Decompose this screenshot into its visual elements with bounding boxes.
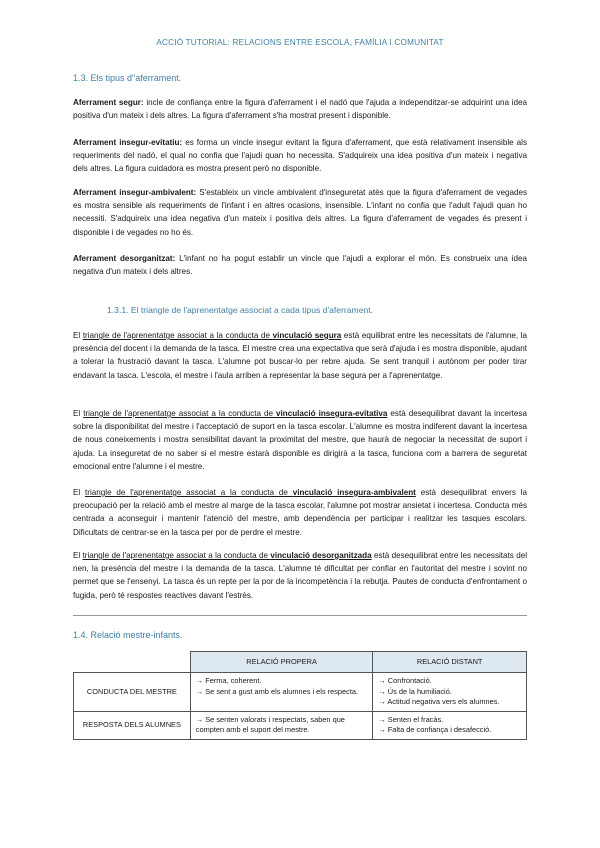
table-row — [74, 673, 527, 712]
table-header-row — [74, 652, 527, 673]
definition: es forma un vincle insegur evitant la figura d'aferrament, que està relativament insensible als requeriments del nadó, el qual no confia que l'ajudi quan ho necessita. S'adquireix una idea positiva d'un mateix i negativa dels altres. La figura cuidadora es mostra present però no disponible. — [73, 138, 528, 174]
triangle-ambivalent-paragraph — [73, 486, 527, 539]
aferrament-desorganitzat-paragraph — [73, 252, 527, 278]
triangle-segura-paragraph — [73, 329, 527, 382]
page-header: ACCIÓ TUTORIAL: RELACIONS ENTRE ESCOLA, FAMÍLIA I COMUNITAT — [156, 38, 444, 47]
key-term: vinculació insegura-evitativa — [276, 409, 388, 418]
underlined-text: triangle de l'aprenentatge associat a la conducta de — [83, 409, 277, 418]
cell-line: → Se senten valorats i respectats, saben que compten amb el suport del mestre. — [195, 714, 345, 734]
table-cell — [373, 711, 527, 739]
table-row — [74, 711, 527, 739]
key-term: vinculació insegura-ambivalent — [292, 488, 416, 497]
cell-line: → Ús de la humiliació. — [378, 686, 452, 696]
lead: El — [73, 551, 83, 560]
aferrament-segur-paragraph — [73, 96, 527, 122]
section-title-1-4: 1.4. Relació mestre-infants. — [73, 630, 183, 640]
table-cell — [190, 711, 373, 739]
triangle-desorganitzada-paragraph — [73, 549, 527, 602]
body: està equilibrat entre les necessitats de l'alumne, la presència del docent i la demanda de la tasca. El mestre crea una expectativa que serà d'ajuda i es mostra disponible, ajudant a tolerar la frustració davant la tasca. L'alumne pot buscar-lo per rebre ajuda. Se sent tranquil i autònom per poder tirar endavant la tasca. L'escola, el mestre i l'aula arriben a representar la base segura per a l'aprenentatge. — [73, 331, 528, 380]
row-header: CONDUCTA DEL MESTRE — [74, 673, 191, 712]
column-header: RELACIÓ DISTANT — [373, 652, 527, 673]
definition: incle de confiança entre la figura d'aferrament i el nadó que l'ajuda a independitzar-se adquirint una idea positiva d'un mateix i dels altres. La figura d'aferrament s'ha mostrat present i disponible. — [73, 98, 527, 121]
cell-line: → Senten el fracàs. — [378, 714, 444, 724]
body: està desequilibrat davant la incertesa sobre la disponibilitat del mestre i l'acceptació de suport en la tasca escolar. L'alumne es mostra indiferent davant la incertesa de nous coneixements i mostra sensibilitat davant la proximitat del mestre, que haurà de negociar la necessitat de suport i ajuda. La inseguretat de no saber si el mestre estarà disponible es dirigirà a la tasca, funciona com a barrera de seguretat emocional entre l'alumne i el mestre. — [73, 409, 527, 471]
key-term: vinculació desorganitzada — [270, 551, 372, 560]
row-header: RESPOSTA DELS ALUMNES — [74, 711, 191, 739]
cell-line: → Falta de confiança i desafecció. — [378, 725, 492, 734]
table-corner-cell — [74, 652, 191, 673]
lead: El — [73, 488, 86, 497]
table-cell — [373, 673, 527, 712]
section-title-1-3: 1.3. Els tipus d"aferrament. — [73, 73, 182, 83]
section-title-1-3-1: 1.3.1. El triangle de l'aprenentatge associat a cada tipus d'aferrament. — [107, 305, 374, 315]
body: està desequilibrat envers la preocupació per la relació amb el mestre al marge de la tasca escolar, l'alumne pot mostrar ansietat i incertesa. Conducta més centrada a aconseguir i mantenir l'atenció del mestre, amb dependència per participar i realitzar les tasques escolars. Dificultats de centrar-se en la tasca per por de perdre el mestre. — [73, 488, 528, 537]
term: Aferrament desorganitzat: — [73, 254, 176, 263]
relacio-table — [73, 651, 527, 740]
underlined-text: triangle de l'aprenentatge associat a la conducta de — [82, 331, 273, 340]
term: Aferrament insegur-evitatiu: — [73, 138, 183, 147]
definition: L'infant no ha pogut establir un vincle que l'ajudi a explorar el món. Es construeix una idea negativa d'un mateix i dels altres. — [73, 254, 527, 277]
cell-line: → Se sent a gust amb els alumnes i els respecta. — [195, 686, 359, 696]
cell-line: → Actitud negativa vers els alumnes. — [378, 697, 500, 706]
cell-line: → Confrontació. — [378, 676, 432, 685]
table-cell — [190, 673, 373, 712]
lead: El — [73, 331, 83, 340]
term: Aferrament segur: — [73, 98, 144, 107]
section-divider — [73, 615, 527, 616]
body: està desequilibrat entre les necessitats del nen, la presència del mestre i la demanda de la tasca. L'alumne té dificultat per confiar en l'autoritat del mestre i sovint no permet que se l'ensenyi. La tasca és un repte per la por de la incompetència i la rebutja. Pautes de conducta d'enfrontament o fugida, però té respostes reactives davant l'estrès. — [73, 551, 528, 600]
key-term: vinculació segura — [272, 331, 342, 340]
aferrament-ambivalent-paragraph — [73, 186, 527, 239]
triangle-evitativa-paragraph — [73, 407, 527, 473]
definition: S'estableix un vincle ambivalent d'inseguretat atès que la figura d'aferrament de vegades es mostra sensible als requeriments de l'infant i en altres ocasions, insensible. L'infant no confia que l'adult l'ajudi quan ho necessiti. S'adquireix una idea negativa d'un mateix i positiva dels altres. La figura d'aferrament de vegades és present i disponible i de vegades no ho és. — [73, 188, 528, 237]
underlined-text: triangle de l'aprenentatge associat a la conducta de — [85, 488, 293, 497]
aferrament-evitatiu-paragraph — [73, 136, 527, 176]
underlined-text: triangle de l'aprenentatge associat a la conducta de — [82, 551, 271, 560]
lead: El — [73, 409, 84, 418]
column-header: RELACIÓ PROPERA — [190, 652, 373, 673]
term: Aferrament insegur-ambivalent: — [73, 188, 197, 197]
cell-line: → Ferma, coherent. — [195, 676, 262, 685]
